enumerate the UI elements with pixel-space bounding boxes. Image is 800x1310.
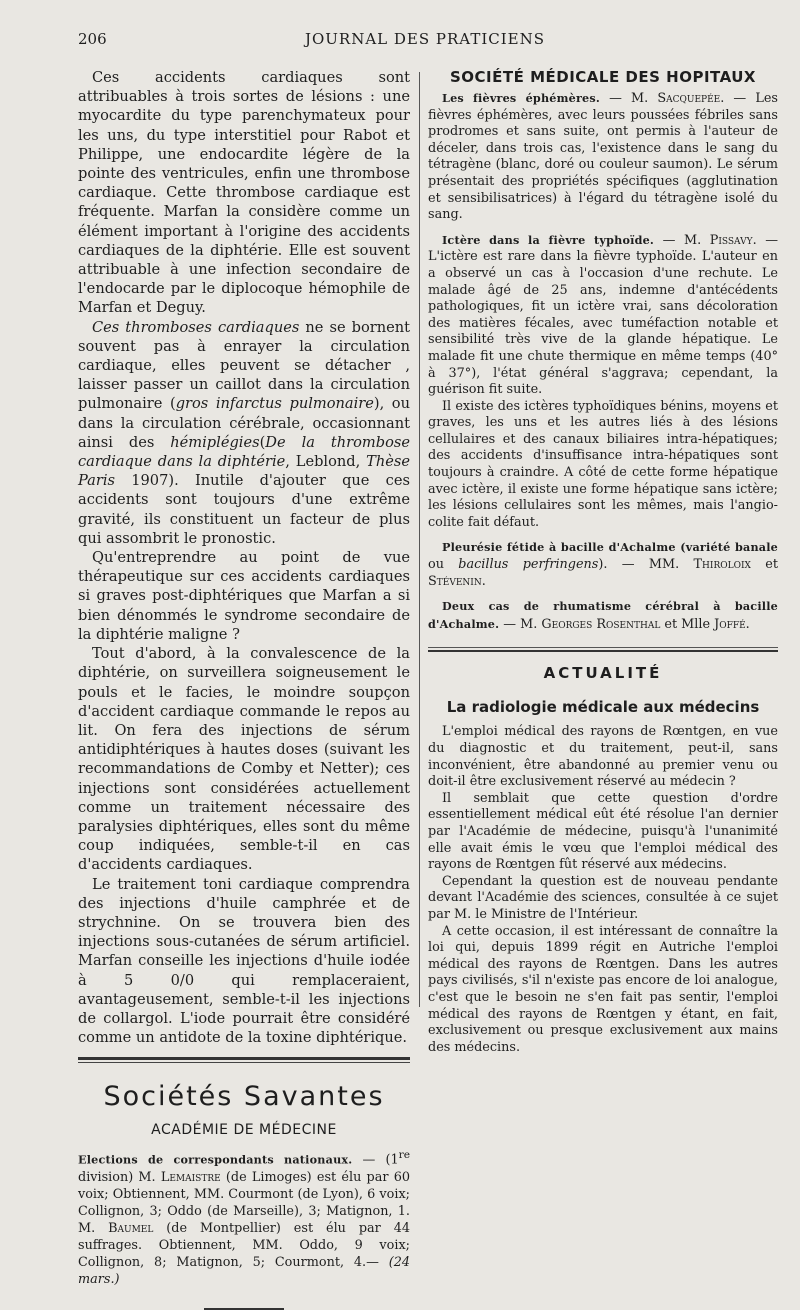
paragraph: L'emploi médical des rayons de Rœntgen, en vue du diagnostic et du traitement, peut-il, sans inconvénient, être abandonné au premier venu ou doit-il être exclusivement réservé au médecin ? [428,724,778,790]
paragraph: Il existe des ictères typhoïdiques bénins, moyens et graves, les uns et les autres liés à des lésions cellulaires et des canaux biliaires intra-hépatiques; des accidents d'insuffisance intra-hépatiques sont toujours à craindre. A côté de cette forme hépatique avec ictère, il existe une forme hépatique sans ictère; les lésions cellulaires sont les mêmes, mais l'angio-colite fait défaut. [428,398,778,530]
left-column [78,68,410,1310]
item-label: Ictère dans la fièvre typhoïde. [442,232,655,247]
section-title: Sociétés Savantes [103,1081,385,1113]
item-label: Deux cas de rhumatisme cérébral à bacille d'Achalme. [428,599,778,631]
emphasis: hémiplégies [170,433,260,451]
text-span: et [750,557,778,573]
text-span: 1907). Inutile d'ajouter que ces accidents sont toujours d'une extrême gravité, ils constituent un facteur de plus qui assombrit le pronostic. [78,472,410,547]
text-span: . [481,573,486,589]
end-rule [204,1308,284,1310]
text-span: division) M. [78,1169,161,1185]
item-label: Les fièvres éphémères. [442,91,600,105]
person-name: Georges Rosenthal [541,616,661,632]
paragraph [428,539,778,590]
text-span: ), ou dans la circulation cérébrale, occasionnant ainsi des [78,395,410,451]
paragraph [78,318,410,548]
person-name: Lemaistre [160,1169,221,1185]
person-name: Stévenin [428,573,482,589]
person-name: Thiroloix [693,557,751,573]
page-header [70,30,780,52]
person-name: Sacquepée [657,91,721,106]
paragraph: Cependant la question est de nouveau pendante devant l'Académie des sciences, consultée à ce sujet par M. le Ministre de l'Intérieur. [428,873,778,922]
text-span: (de Montpellier) est élu par 44 suffrages. Obtiennent, MM. Oddo, 9 voix; Collignon, 8; Matignon, 5; Courmont, 4.— [78,1220,410,1270]
section-rule [78,1062,410,1063]
paragraph: Ces accidents cardiaques sont attribuables à trois sortes de lésions : une myocardite du type parenchymateux pour les uns, du type interstitiel pour Rabot et Philippe, une endocardite légère de la pointe des ventricules, enfin une thrombose cardiaque. Cette thrombose cardiaque est fréquente. Marfan la considère comme un élément important à l'origine des accidents cardiaques de la diphtérie. Elle est souvent attribuable à une infection secondaire de l'endocarde par le diplocoque hémophile de Marfan et Deguy. [78,69,410,317]
paragraph: Tout d'abord, à la convalescence de la diphtérie, on surveillera soigneusement le pouls et le facies, le moindre soupçon d'accident cardiaque commande le repos au lit. On fera des injections de sérum antidiphtériques à hautes doses (suivant les recommandations de Comby et Netter); ces injections sont considérées actuellement comme un traitement nécessaire des paralysies diphtériques, elles sont du même coup indiquées, semble-t-il en cas d'accidents cardiaques. [78,645,410,874]
paragraph: Le traitement toni cardiaque comprendra des injections d'huile camphrée et de strychnine. On se trouvera bien des injections sous-cutanées de sérum artificiel. Marfan conseille les injections d'huile iodée à 5 0/0 qui remplaceraient, avantageusement, semble-t-il les injections de collargol. L'iode pourrait être considéré comme un antidote de la toxine diphtérique. [78,875,410,1047]
section-title: SOCIÉTÉ MÉDICALE DES HOPITAUX [449,68,756,86]
paragraph [428,232,778,399]
person-name: Baumel [108,1220,154,1236]
text-span: ( [259,433,266,451]
text-span: . — Les fièvres éphémères, avec leurs poussées fébriles sans prodromes et sans suite, ont permis à l'auteur de déceler, dans trois cas, l'existence dans le sang du tétragène (blanc, doré ou couleur saumon). Le sérum présentait des propriétés spécifiques (agglutination et sensibilisatrices) à l'égard du tétragène isolé du sang. [428,91,778,223]
person-name: Joffé [714,616,746,632]
text-span: ne se bornent souvent pas à enrayer la circulation cardiaque, elles peuvent se détacher , laisser passer un caillot dans la circulation pulmonaire ( [78,318,411,413]
emphasis: De la thrombose cardiaque dans la diphtérie [78,433,410,471]
emphasis: Ces thromboses cardiaques [92,318,300,336]
text-span: (de Limoges) est élu par 60 voix; Obtiennent, MM. Courmont (de Lyon), 6 voix; Collignon, 3; Oddo (de Marseille), 3; Matignon, 1. M. [78,1169,410,1236]
paragraph: Qu'entreprendre au point de vue thérapeutique sur ces accidents cardiaques si graves post-diphtériques que Marfan a si bien dénommés le syndrome secondaire de la diphtérie maligne ? [78,549,410,643]
right-column [428,68,778,1056]
subsection-title: ACADÉMIE DE MÉDECINE [151,1122,337,1139]
item-label: Elections de correspondants nationaux. [78,1152,353,1167]
paragraph: A cette occasion, il est intéressant de connaître la loi qui, depuis 1899 régit en Autriche l'emploi médical des rayons de Rœntgen. Dans les autres pays civilisés, s'il n'existe pas encore de loi analogue, c'est que le besoin ne s'en fait pas sentir, l'emploi médical des rayons de Rœntgen y étant, en fait, exclusivement ou presque exclusivement aux mains des médecins. [428,923,778,1055]
text-span: — (1 [352,1152,399,1168]
text-span: re [398,1148,410,1162]
text-span: et Mlle [660,616,715,632]
emphasis: gros infarctus pulmonaire [175,395,374,413]
text-span: . — L'ictère est rare dans la fièvre typhoïde. L'auteur en a observé un cas à l'occasion d'une rechute. Le malade âgé de 25 ans, indemne d'antécédents pathologiques, fit un ictère vrai, sans décoloration des matières fécales, avec tuméfaction notable et sensibilité très vive de la glande hépatique. Le malade fit une chute thermique en même temps (40° à 37°), l'état général s'aggrava; cependant, la guérison fit suite. [428,232,779,398]
paragraph [428,598,778,633]
paragraph [428,90,778,224]
text-span: ). — MM. [598,557,694,573]
column-divider [419,72,420,1007]
section-title: ACTUALITÉ [543,664,663,683]
text-span: — M. [654,232,710,248]
date: (24 mars.) [78,1254,410,1287]
text-span: — M. [599,91,658,106]
paragraph: Il semblait que cette question d'ordre essentiellement médical eût été résolue l'an dernier par l'Académie de médecine, puisqu'à l'unanimité elle avait émis le vœu que l'emploi médical des rayons de Rœntgen fût réservé aux médecins. [428,790,778,873]
emphasis: Thèse Paris [78,453,411,490]
person-name: Pissavy [709,232,753,248]
paragraph [78,1146,410,1287]
journal-title: JOURNAL DES PRATICIENS [304,30,546,48]
page-number: 206 [78,30,107,48]
emphasis: bacillus perfringens [458,557,599,573]
article-title: La radiologie médicale aux médecins [446,698,760,717]
text-span: — M. [499,616,542,632]
item-label: Pleurésie fétide à bacille d'Achalme (variété banale [442,540,778,555]
section-rule [428,650,778,652]
text-span: ou [428,557,459,573]
text-span: . [745,616,750,632]
section-rule [428,647,778,648]
text-span: , Leblond, [285,453,367,471]
